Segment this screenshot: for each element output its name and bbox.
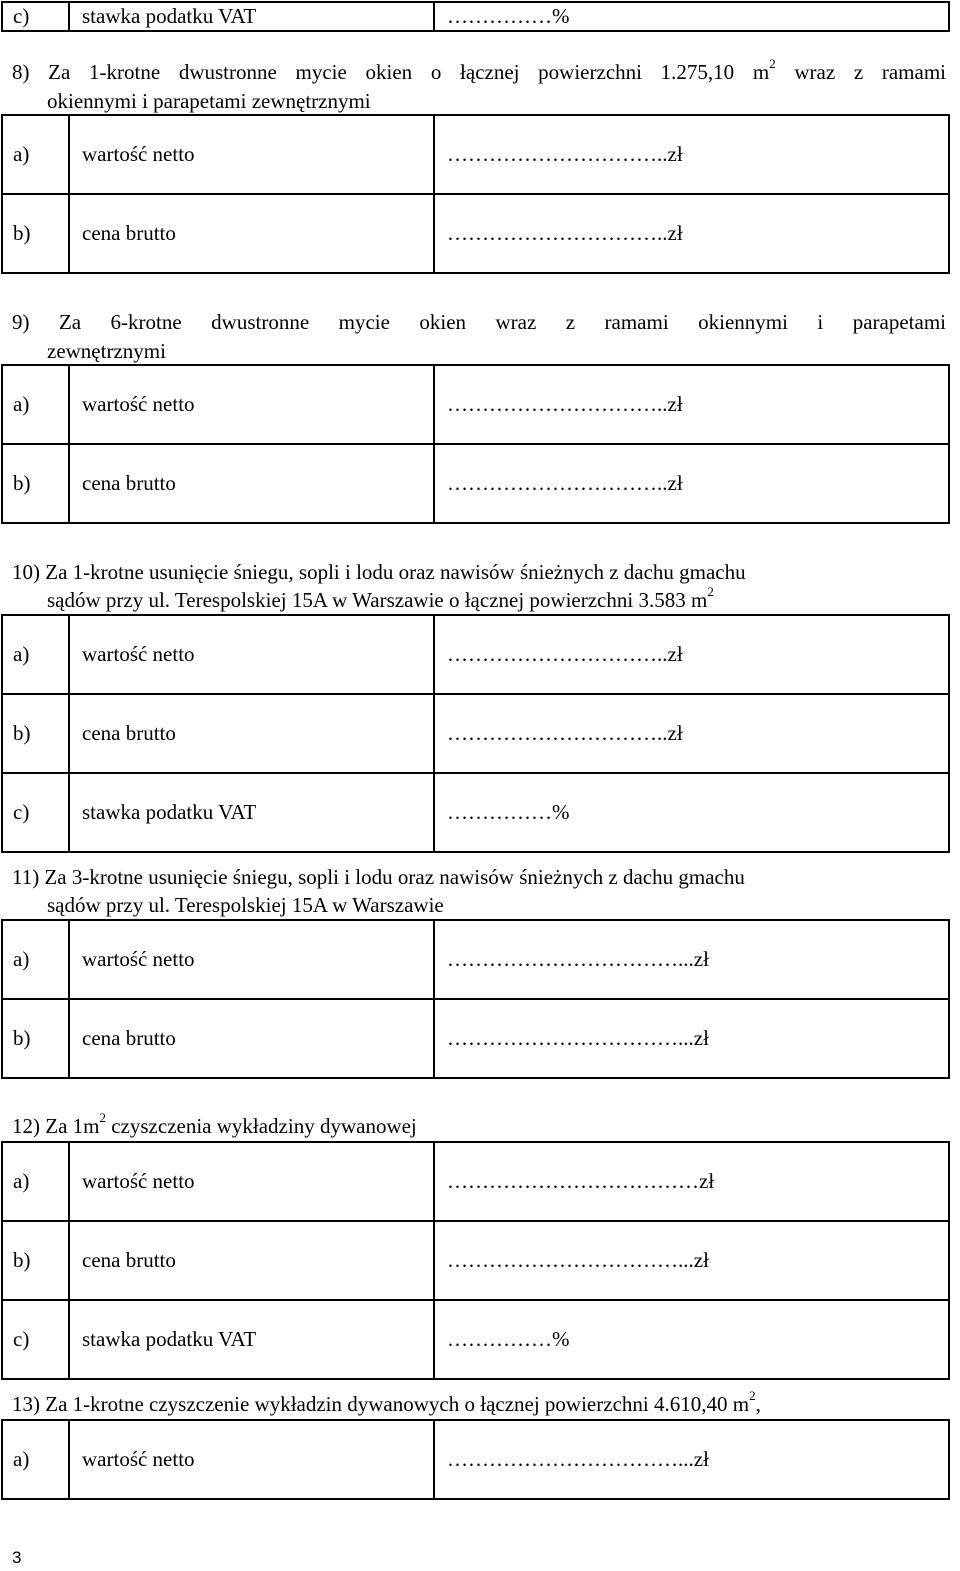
- row-letter: b): [2, 444, 69, 523]
- row-letter: c): [2, 1300, 69, 1379]
- item-8-heading: [12, 58, 946, 86]
- row-label: cena brutto: [69, 194, 434, 273]
- superscript: 2: [99, 1110, 106, 1125]
- table-row: [2, 1300, 949, 1379]
- superscript: 2: [707, 584, 714, 599]
- row-letter: b): [2, 194, 69, 273]
- row-label: wartość netto: [69, 615, 434, 694]
- row-label: stawka podatku VAT: [69, 1300, 434, 1379]
- row-letter: b): [2, 1221, 69, 1300]
- row-label: cena brutto: [69, 999, 434, 1078]
- row-letter: a): [2, 115, 69, 194]
- table-row: [2, 999, 949, 1078]
- row-value-field[interactable]: ………………………………zł: [434, 1142, 949, 1221]
- table-row: [2, 773, 949, 852]
- row-letter: a): [2, 920, 69, 999]
- row-value-field[interactable]: …………………………..zł: [434, 115, 949, 194]
- item-13-heading: [12, 1390, 946, 1418]
- table-row: [2, 194, 949, 273]
- table-row: [2, 615, 949, 694]
- row-value-field[interactable]: ……………………………...zł: [434, 920, 949, 999]
- superscript: 2: [769, 56, 776, 71]
- row-value-field[interactable]: …………………………..zł: [434, 615, 949, 694]
- item-13-text: 13) Za 1-krotne czyszczenie wykładzin dywanowych o łącznej powierzchni 4.610,40 m: [12, 1392, 750, 1416]
- item-9-heading: 9) Za 6-krotne dwustronne mycie okien wraz z ramami okiennymi i parapetami: [12, 310, 946, 334]
- row-label: wartość netto: [69, 1142, 434, 1221]
- item-8-text-end: wraz z ramami: [775, 60, 947, 84]
- table-row: [2, 694, 949, 773]
- item-12-heading: [12, 1112, 946, 1140]
- row-label: wartość netto: [69, 115, 434, 194]
- form-table-12: [1, 1141, 950, 1380]
- row-label: stawka podatku VAT: [69, 2, 434, 31]
- table-row: [2, 365, 949, 444]
- row-letter: a): [2, 365, 69, 444]
- row-value-field[interactable]: ……………………………...zł: [434, 1420, 949, 1499]
- item-8-heading-cont: okiennymi i parapetami zewnętrznymi: [47, 89, 371, 113]
- item-11-heading: 11) Za 3-krotne usunięcie śniegu, sopli i lodu oraz nawisów śnieżnych z dachu gmachu: [12, 865, 745, 889]
- row-value-field[interactable]: ……………%: [434, 1300, 949, 1379]
- row-letter: a): [2, 615, 69, 694]
- form-table-10: [1, 614, 950, 853]
- row-label: wartość netto: [69, 365, 434, 444]
- item-8-text: 8) Za 1-krotne dwustronne mycie okien o łącznej powierzchni 1.275,10 m: [12, 60, 770, 84]
- table-row: [2, 920, 949, 999]
- row-value-field[interactable]: ……………………………...zł: [434, 999, 949, 1078]
- item-12-text: 12) Za 1m: [12, 1114, 100, 1138]
- row-letter: a): [2, 1142, 69, 1221]
- row-label: stawka podatku VAT: [69, 773, 434, 852]
- row-letter: b): [2, 694, 69, 773]
- row-value-field[interactable]: ……………………………...zł: [434, 1221, 949, 1300]
- row-label: cena brutto: [69, 1221, 434, 1300]
- table-row: [2, 1221, 949, 1300]
- row-value-field[interactable]: ……………%: [434, 2, 949, 31]
- item-11-heading-cont: sądów przy ul. Terespolskiej 15A w Warszawie: [47, 893, 444, 917]
- row-value-field[interactable]: ……………%: [434, 773, 949, 852]
- table-row: [2, 444, 949, 523]
- form-table-13: [1, 1419, 950, 1500]
- row-value-field[interactable]: …………………………..zł: [434, 194, 949, 273]
- row-letter: a): [2, 1420, 69, 1499]
- form-table-11: [1, 919, 950, 1079]
- table-row: [2, 115, 949, 194]
- item-10-text: sądów przy ul. Terespolskiej 15A w Warszawie o łącznej powierzchni 3.583 m: [47, 588, 708, 612]
- row-label: wartość netto: [69, 1420, 434, 1499]
- row-label: cena brutto: [69, 444, 434, 523]
- item-10-heading: 10) Za 1-krotne usunięcie śniegu, sopli i lodu oraz nawisów śnieżnych z dachu gmachu: [12, 560, 746, 584]
- item-13-text-end: ,: [755, 1392, 761, 1416]
- item-12-text-end: czyszczenia wykładziny dywanowej: [105, 1114, 417, 1138]
- item-9-heading-cont: zewnętrznymi: [47, 339, 166, 363]
- row-label: cena brutto: [69, 694, 434, 773]
- table-row: [2, 1142, 949, 1221]
- item-10-heading-cont: [47, 586, 714, 614]
- row-letter: c): [2, 2, 69, 31]
- form-table-top: [1, 1, 950, 32]
- superscript: 2: [749, 1388, 756, 1403]
- row-label: wartość netto: [69, 920, 434, 999]
- row-value-field[interactable]: …………………………..zł: [434, 694, 949, 773]
- form-table-8: [1, 114, 950, 274]
- table-row: [2, 2, 949, 31]
- table-row: [2, 1420, 949, 1499]
- form-table-9: [1, 364, 950, 524]
- row-value-field[interactable]: …………………………..zł: [434, 444, 949, 523]
- row-letter: b): [2, 999, 69, 1078]
- row-letter: c): [2, 773, 69, 852]
- page-number: 3: [12, 1548, 22, 1567]
- row-value-field[interactable]: …………………………..zł: [434, 365, 949, 444]
